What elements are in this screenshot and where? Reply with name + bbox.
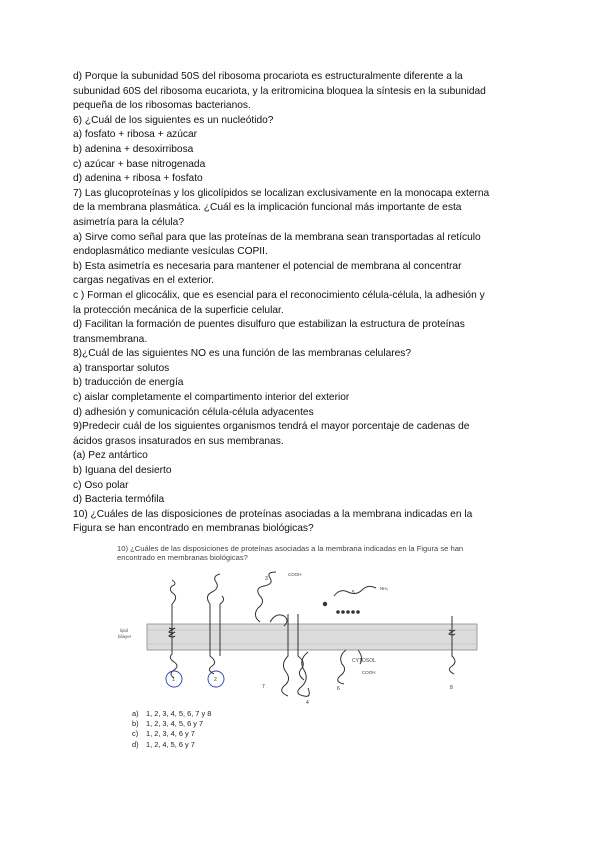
- question-6-option-d: d) adenina + ribosa + fosfato: [73, 173, 203, 185]
- membrane-diagram: [112, 544, 482, 709]
- question-7-option-a: a) Sirve como señal para que las proteínas de la membrana sean transportadas al retículo: [73, 231, 481, 243]
- question-7-option-d: d) Facilitan la formación de puentes disulfuro que estabilizan la estructura de proteínas: [73, 319, 465, 331]
- question-9-title: 9)Predecir cuál de los siguientes organismos tendrá el mayor porcentaje de cadenas de: [73, 421, 470, 433]
- question-6-option-a: a) fosfato + ribosa + azúcar: [73, 129, 198, 141]
- protein-number: 7: [262, 684, 265, 690]
- text-line: pequeña de los ribosomas bacterianos.: [73, 100, 251, 112]
- option-text: 1, 2, 4, 5, 6 y 7: [146, 739, 195, 749]
- question-9-option-c: c) Oso polar: [73, 479, 129, 491]
- cooh-label-2: COOH: [362, 670, 376, 675]
- question-7-title: asimetría para la célula?: [73, 216, 184, 228]
- figure-options: [132, 709, 211, 750]
- figure-option-c: [132, 729, 211, 739]
- figure-title-line: encontrado en membranas biológicas?: [117, 553, 248, 562]
- protein-number: 4: [306, 700, 309, 706]
- question-7-option-b: cargas negativas en el exterior.: [73, 275, 215, 287]
- question-8-title: 8)¿Cuál de las siguientes NO es una función de las membranas celulares?: [73, 348, 412, 360]
- figure-option-a: [132, 709, 211, 719]
- question-9-option-a: (a) Pez antártico: [73, 450, 148, 462]
- bilayer-label: bilayer: [118, 634, 132, 639]
- question-8-option-d: d) adhesión y comunicación célula-célula adyacentes: [73, 406, 314, 418]
- question-8-option-a: a) transportar solutos: [73, 362, 170, 374]
- question-10-title: Figura se han encontrado en membranas biológicas?: [73, 523, 314, 535]
- option-letter: b): [132, 719, 139, 729]
- protein-6-inner: [338, 650, 362, 684]
- option-letter: a): [132, 709, 139, 718]
- option-letter: c): [132, 729, 139, 739]
- question-7-title: de la membrana plasmática. ¿Cuál es la implicación funcional más importante de esta: [73, 202, 462, 214]
- question-7-title: 7) Las glucoproteínas y los glicolípidos se localizan exclusivamente en la monocapa externa: [73, 187, 490, 199]
- question-9-option-b: b) Iguana del desierto: [73, 465, 172, 477]
- question-9-title: ácidos grasos insaturados en sus membranas.: [73, 435, 284, 447]
- question-6-option-c: c) azúcar + base nitrogenada: [73, 158, 206, 170]
- bilayer-label: lipid: [120, 628, 129, 633]
- question-6-option-b: b) adenina + desoxirribosa: [73, 143, 194, 155]
- option-letter: d): [132, 739, 139, 749]
- protein-3-peripheral: [255, 572, 287, 626]
- question-8-option-b: b) traducción de energía: [73, 377, 184, 389]
- lipid-bilayer: [147, 624, 477, 650]
- question-8-option-c: c) aislar completamente el compartimento interior del exterior: [73, 392, 350, 404]
- figure-option-d: [132, 740, 211, 750]
- question-7-option-b: b) Esta asimetría es necesaria para mantener el potencial de membrana al concentrar: [73, 260, 462, 272]
- question-7-option-d: transmembrana.: [73, 333, 148, 345]
- nh2-label: NH₂: [380, 586, 389, 591]
- protein-5-anchored: [323, 586, 376, 613]
- membrane-protein-figure: [112, 544, 482, 754]
- protein-number: 6: [337, 686, 340, 692]
- protein-number: 5: [352, 590, 355, 596]
- cooh-label: COOH: [288, 572, 302, 577]
- figure-option-b: [132, 719, 211, 729]
- text-line: subunidad 60S del ribosoma eucariota, y la eritromicina bloquea la síntesis en la subunidad: [73, 85, 486, 97]
- text-line: d) Porque la subunidad 50S del ribosoma procariota es estructuralmente diferente a la: [73, 71, 463, 82]
- question-text-block: [73, 70, 543, 537]
- option-text: 1, 2, 3, 4, 5, 6, 7 y 8: [146, 709, 212, 718]
- cytosol-label: CYTOSOL: [352, 658, 376, 664]
- option-text: 1, 2, 3, 4, 5, 6 y 7: [146, 719, 204, 729]
- option-text: 1, 2, 3, 4, 6 y 7: [146, 729, 195, 739]
- question-7-option-c: la protección mecánica de la superficie celular.: [73, 304, 284, 316]
- question-6-title: 6) ¿Cuál de los siguientes es un nucleótido?: [73, 114, 274, 126]
- question-10-title: 10) ¿Cuáles de las disposiciones de proteínas asociadas a la membrana indicadas en la: [73, 508, 473, 520]
- figure-title-line: 10) ¿Cuáles de las disposiciones de proteínas asociadas a la membrana indicadas en la Figura se han: [117, 544, 464, 553]
- question-7-option-a: endoplasmático mediante vesículas COPII.: [73, 246, 268, 258]
- protein-number: 1: [172, 677, 175, 683]
- protein-number: 8: [450, 685, 453, 691]
- question-9-option-d: d) Bacteria termófila: [73, 494, 165, 506]
- protein-number: 3: [265, 576, 268, 582]
- protein-number: 2: [214, 677, 217, 683]
- question-7-option-c: c ) Forman el glicocálix, que es esencial para el reconocimiento célula-célula, la adhesión y: [73, 289, 485, 301]
